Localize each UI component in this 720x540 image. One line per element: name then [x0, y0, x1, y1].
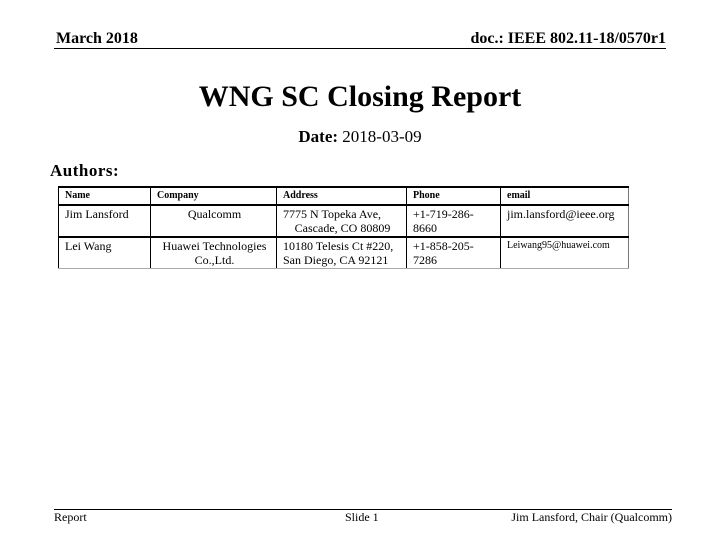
authors-label: Authors: — [50, 161, 120, 180]
phone-line-2: 8660 — [413, 221, 437, 235]
address-line-2: Cascade, CO 80809 — [294, 221, 391, 235]
footer-author: Jim Lansford, Chair (Qualcomm) — [511, 510, 672, 524]
cell-name: Jim Lansford — [59, 205, 151, 237]
footer-left-text: Report — [54, 510, 87, 524]
authors-table — [58, 186, 629, 269]
table-row — [59, 205, 629, 237]
phone-line-2: 7286 — [413, 253, 437, 267]
address-line-1: 7775 N Topeka Ave, — [283, 207, 382, 221]
table-row — [59, 237, 629, 269]
cell-email[interactable]: jim.lansford@ieee.org — [501, 205, 629, 237]
cell-phone — [407, 237, 501, 269]
phone-line-1: +1-858-205- — [413, 239, 474, 253]
column-header-address: Address — [277, 187, 407, 205]
cell-address — [277, 205, 407, 237]
cell-name: Lei Wang — [59, 237, 151, 269]
column-header-name: Name — [59, 187, 151, 205]
company-line-2: Co.,Ltd. — [194, 253, 235, 267]
date-value: 2018-03-09 — [342, 127, 422, 146]
date-line — [0, 127, 720, 147]
cell-phone — [407, 205, 501, 237]
header-divider — [54, 48, 666, 49]
authors-table-container — [58, 186, 628, 272]
phone-line-1: +1-719-286- — [413, 207, 474, 221]
header-date: March 2018 — [56, 30, 138, 47]
address-line-2: San Diego, CA 92121 — [283, 253, 389, 267]
slide-number: Slide 1 — [345, 510, 379, 524]
cell-address — [277, 237, 407, 269]
cell-email[interactable]: Leiwang95@huawei.com — [501, 237, 629, 269]
column-header-company: Company — [151, 187, 277, 205]
date-label: Date: — [298, 127, 339, 146]
header-doc-id: doc.: IEEE 802.11-18/0570r1 — [470, 30, 666, 47]
company-line-1: Huawei Technologies — [162, 239, 267, 253]
cell-company — [151, 237, 277, 269]
slide-title: WNG SC Closing Report — [198, 80, 522, 113]
column-header-email: email — [501, 187, 629, 205]
cell-company: Qualcomm — [151, 205, 277, 237]
column-header-phone: Phone — [407, 187, 501, 205]
address-line-1: 10180 Telesis Ct #220, — [283, 239, 394, 253]
table-header-row — [59, 187, 629, 205]
